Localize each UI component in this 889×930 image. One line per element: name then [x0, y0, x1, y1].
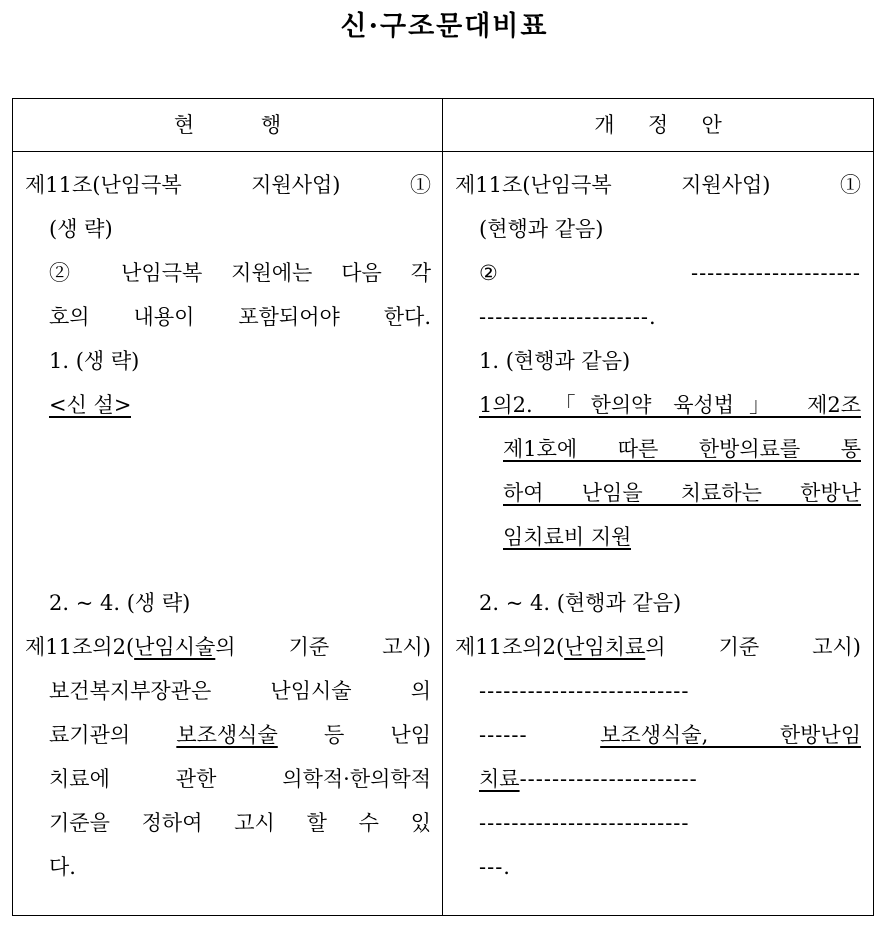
- right-article-11-2-line3: 치료----------------------: [479, 767, 698, 791]
- right-article-11-items-2-4: 2. ~ 4. (현행과 같음): [479, 591, 682, 615]
- right-article-11-2-line4: --------------------------: [479, 811, 690, 835]
- left-article-11-2-heading: 제11조의2(난임시술의 기준 고시): [25, 635, 431, 659]
- right-article-11-heading: 제11조(난임극복 지원사업) ①: [455, 173, 861, 197]
- left-article-11-2-line3: 치료에 관한 의학적·한의학적: [49, 767, 431, 791]
- right-new-item-line4: 임치료비 지원: [503, 525, 632, 549]
- right-article-11-para2-line2: ---------------------.: [479, 305, 657, 329]
- left-article-11-heading: 제11조(난임극복 지원사업) ①: [25, 173, 431, 197]
- right-article-11-2-line5: ---.: [479, 855, 511, 879]
- right-article-11-2-heading: 제11조의2(난임치료의 기준 고시): [455, 635, 861, 659]
- right-new-item-line2: 제1호에 따른 한방의료를 통: [503, 437, 861, 461]
- comparison-table: [12, 98, 874, 916]
- right-article-11-para2-line1: ② ---------------------: [479, 261, 861, 285]
- left-article-11-2-line5: 다.: [49, 855, 76, 879]
- right-article-11-sub1: (현행과 같음): [479, 217, 604, 241]
- right-article-11-2-line1: --------------------------: [479, 679, 690, 703]
- left-article-11-para2-line1: ② 난임극복 지원에는 다음 각: [49, 261, 431, 285]
- left-article-11-new-placeholder: <신 설>: [49, 393, 132, 417]
- left-article-11-items-2-4: 2. ~ 4. (생 략): [49, 591, 191, 615]
- left-article-11-sub1: (생 략): [49, 217, 113, 241]
- left-article-11-2-line4: 기준을 정하여 고시 할 수 있: [49, 811, 431, 835]
- header-divider: [13, 151, 873, 152]
- right-article-11-item1: 1. (현행과 같음): [479, 349, 631, 373]
- header-proposed: 개 정 안: [594, 113, 722, 137]
- header-current: 현 행: [173, 113, 282, 137]
- page-title: 신·구조문대비표: [340, 11, 549, 42]
- right-article-11-2-line2: ------ 보조생식술, 한방난임: [479, 723, 861, 747]
- column-divider: [442, 99, 443, 915]
- left-article-11-item1: 1. (생 략): [49, 349, 140, 373]
- right-new-item-line1: 1의2. 「한의약 육성법」 제2조: [479, 393, 861, 417]
- right-new-item-line3: 하여 난임을 치료하는 한방난: [503, 481, 861, 505]
- left-article-11-para2-line2: 호의 내용이 포함되어야 한다.: [49, 305, 431, 329]
- left-article-11-2-line2: 료기관의 보조생식술 등 난임: [49, 723, 431, 747]
- left-article-11-2-line1: 보건복지부장관은 난임시술 의: [49, 679, 431, 703]
